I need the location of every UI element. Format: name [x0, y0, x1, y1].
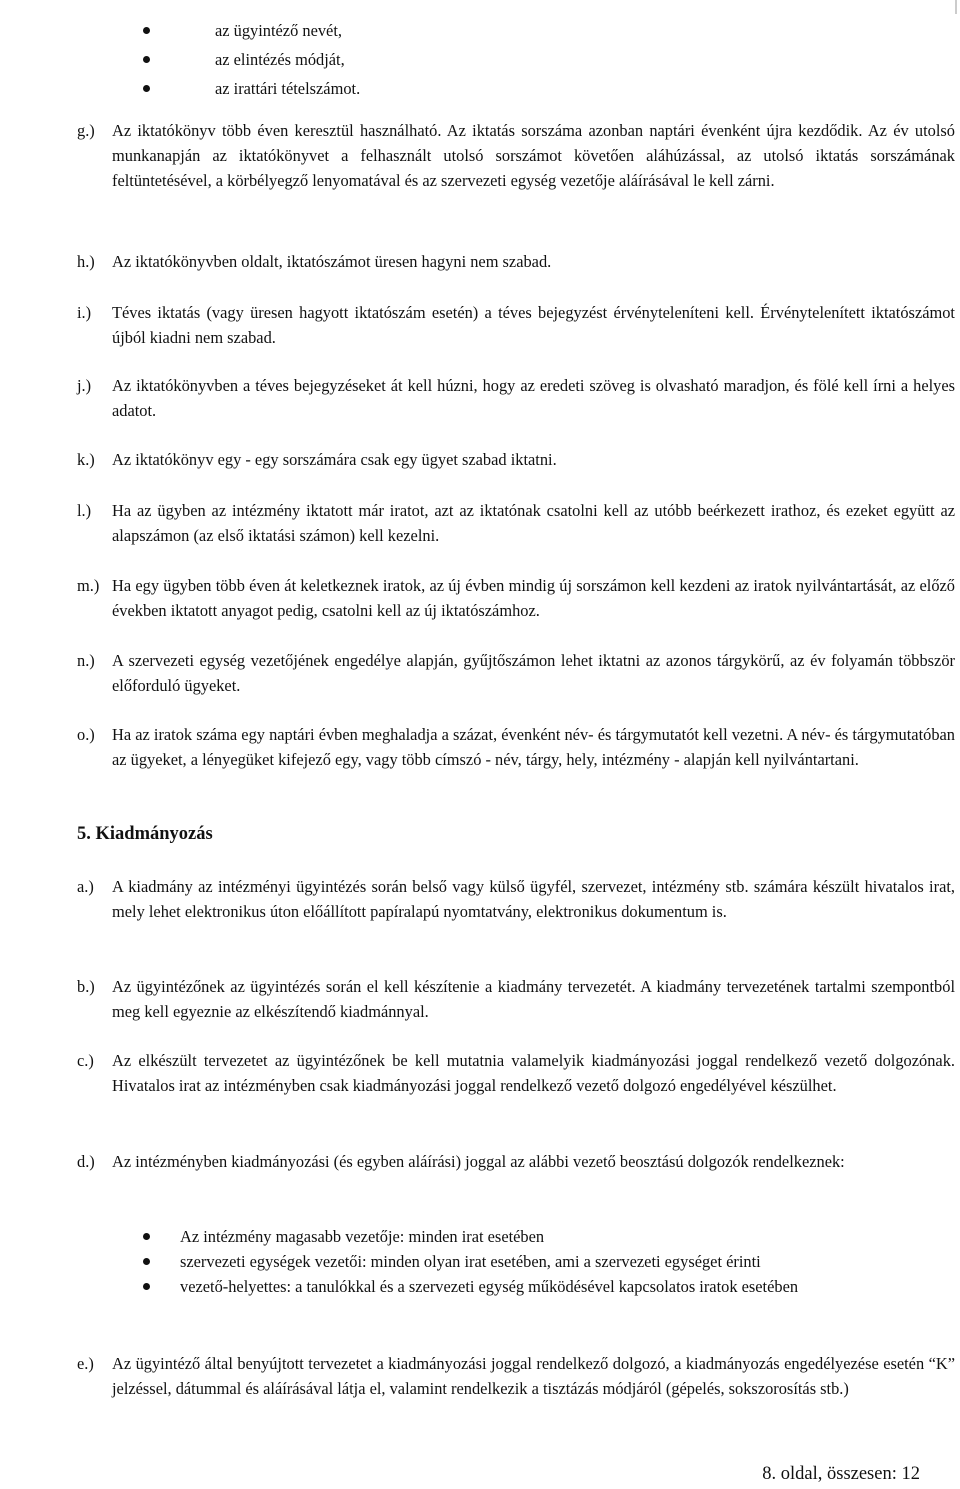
- item-text: Ha az ügyben az intézmény iktatott már iratot, azt az iktatónak csatolni kell az utóbb beérkezett irathoz, és ezeket együtt az alapszámon (az első iktatási számon) kell kezelni.: [112, 501, 955, 545]
- item-o: [77, 722, 955, 772]
- list-item: Az intézmény magasabb vezetője: minden irat esetében: [143, 1224, 955, 1249]
- item-label: j.): [77, 376, 92, 395]
- item-label: i.): [77, 303, 92, 322]
- item-label: c.): [77, 1051, 94, 1070]
- bullet-icon: [143, 1283, 150, 1290]
- item-text: Az iktatókönyv egy - egy sorszámára csak egy ügyet szabad iktatni.: [112, 450, 557, 469]
- item-text: Téves iktatás (vagy üresen hagyott iktatószám esetén) a téves bejegyzést érvényteleníteni kell. Érvénytelenített iktatószámot újból kiadni nem szabad.: [112, 303, 955, 347]
- item-label: d.): [77, 1152, 95, 1171]
- item-text: Az iktatókönyvben oldalt, iktatószámot üresen hagyni nem szabad.: [112, 252, 552, 271]
- item-label: m.): [77, 576, 100, 595]
- list-item: az elintézés módját,: [143, 45, 543, 74]
- bullet-icon: [143, 85, 150, 92]
- top-edge-mark: [955, 0, 957, 14]
- item-m: [77, 573, 955, 623]
- list-item: az ügyintéző nevét,: [143, 16, 543, 45]
- bullet-icon: [143, 27, 150, 34]
- item-label: o.): [77, 725, 95, 744]
- bullet-icon: [143, 1233, 150, 1240]
- item-text: Az ügyintézőnek az ügyintézés során el kell készítenie a kiadmány tervezetét. A kiadmány tervezetének tartalmi szempontból meg kell egyeznie az elkészítendő kiadmánnyal.: [112, 977, 955, 1021]
- item-label: n.): [77, 651, 95, 670]
- page-number-footer: 8. oldal, összesen: 12: [762, 1464, 920, 1484]
- item-e: [77, 1351, 955, 1401]
- item-label: e.): [77, 1354, 94, 1373]
- list-item: szervezeti egységek vezetői: minden olyan irat esetében, ami a szervezeti egységet érinti: [143, 1249, 955, 1274]
- item-text: Az iktatókönyv több éven keresztül használható. Az iktatás sorszáma azonban naptári évenként újra kezdődik. Az év utolsó munkanapján az iktatókönyvet a felhasznált utolsó sorszámot követően aláhúzással, az utolsó iktatás sorszámának feltüntetésével, a körbélyegző lenyomatával és az szervezeti egység vezetője aláírásával le kell zárni.: [112, 121, 955, 190]
- item-label: h.): [77, 252, 95, 271]
- item-text: Az elkészült tervezetet az ügyintézőnek be kell mutatnia valamelyik kiadmányozási joggal rendelkező vezető dolgozónak. Hivatalos irat az intézményben csak kiadmányozási joggal rendelkező vezető dolgozó engedélyével készülhet.: [112, 1051, 955, 1095]
- item-i: [77, 300, 955, 350]
- top-bullet-list: [143, 16, 543, 103]
- item-b: [77, 974, 955, 1024]
- item-label: a.): [77, 877, 94, 896]
- item-text: Az iktatókönyvben a téves bejegyzéseket át kell húzni, hogy az eredeti szöveg is olvasható maradjon, és fölé kell írni a helyes adatot.: [112, 376, 955, 420]
- list-item: az irattári tételszámot.: [143, 74, 543, 103]
- list-item: vezető-helyettes: a tanulókkal és a szervezeti egység működésével kapcsolatos iratok esetében: [143, 1274, 955, 1299]
- item-j: [77, 373, 955, 423]
- bullet-icon: [143, 1258, 150, 1265]
- item-label: l.): [77, 501, 92, 520]
- item-text: A kiadmány az intézményi ügyintézés során belső vagy külső ügyfél, szervezet, intézmény stb. számára készült hivatalos irat, mely lehet elektronikus úton előállított papíralapú nyomtatvány, elektronikus dokumentum is.: [112, 877, 955, 921]
- item-text: Az ügyintéző által benyújtott tervezetet a kiadmányozási joggal rendelkező dolgozó, a kiadmányozás engedélyezése esetén “K” jelzéssel, dátummal és aláírásával látja el, valamint rendelkezik a tisztázás módjáról (gépelés, sokszorosítás stb.): [112, 1354, 955, 1398]
- item-n: [77, 648, 955, 698]
- item-k: [77, 447, 955, 472]
- item-text: A szervezeti egység vezetőjének engedélye alapján, gyűjtőszámon lehet iktatni az azonos tárgykörű, az év folyamán többször előforduló ügyeket.: [112, 651, 955, 695]
- item-c: [77, 1048, 955, 1098]
- item-label: b.): [77, 977, 95, 996]
- item-d: [77, 1149, 955, 1174]
- section-heading: 5. Kiadmányozás: [77, 824, 213, 844]
- item-label: g.): [77, 121, 95, 140]
- bullet-icon: [143, 56, 150, 63]
- item-text: Az intézményben kiadmányozási (és egyben aláírási) joggal az alábbi vezető beosztású dolgozók rendelkeznek:: [112, 1152, 845, 1171]
- item-l: [77, 498, 955, 548]
- item-h: [77, 249, 955, 274]
- sub-bullet-list: [143, 1224, 955, 1299]
- item-g: [77, 118, 955, 193]
- item-a: [77, 874, 955, 924]
- item-label: k.): [77, 450, 95, 469]
- item-text: Ha egy ügyben több éven át keletkeznek iratok, az új évben mindig új sorszámon kell kezdeni az iratok nyilvántartását, az előző években iktatott anyagot pedig, csatolni kell az új iktatószámhoz.: [112, 576, 955, 620]
- item-text: Ha az iratok száma egy naptári évben meghaladja a százat, évenként név- és tárgymutatót kell vezetni. A név- és tárgymutatóban az ügyeket, a lényegüket kifejező egy, vagy több címszó - név, tárgy, hely, intézmény - alapján kell nyilvántartani.: [112, 725, 955, 769]
